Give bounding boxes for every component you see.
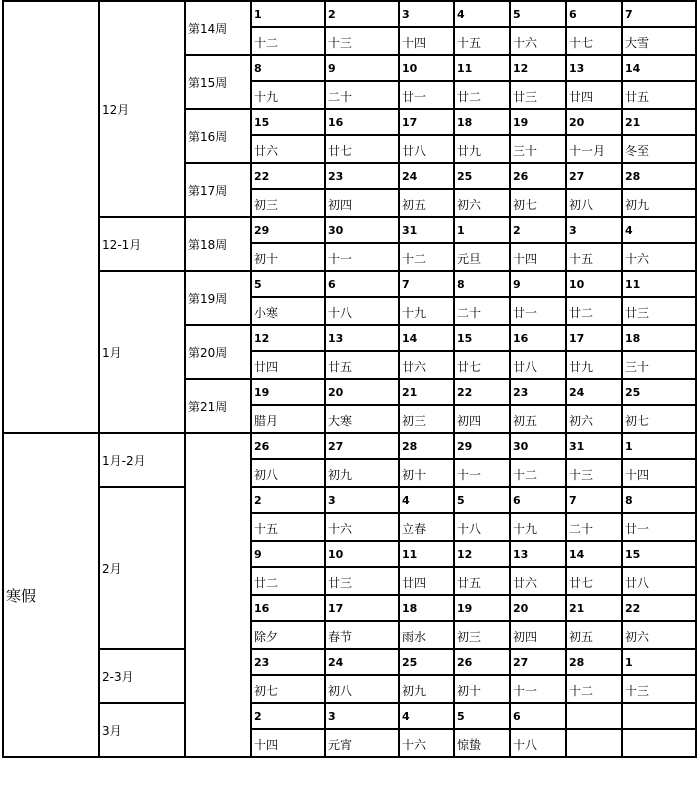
lunar-date: 廿九 <box>454 135 510 163</box>
lunar-date: 初六 <box>454 189 510 217</box>
week-cell-empty <box>185 433 251 757</box>
week-day-row <box>3 649 696 675</box>
day-number: 23 <box>510 379 566 405</box>
day-number: 25 <box>399 649 454 675</box>
lunar-date: 十二 <box>399 243 454 271</box>
lunar-date: 初七 <box>622 405 696 433</box>
day-number: 12 <box>251 325 325 351</box>
lunar-date: 初八 <box>251 459 325 487</box>
day-number: 21 <box>566 595 622 621</box>
day-number: 21 <box>622 109 696 135</box>
lunar-date: 初七 <box>510 189 566 217</box>
week-day-row <box>3 487 696 513</box>
day-number: 11 <box>399 541 454 567</box>
day-number: 19 <box>251 379 325 405</box>
lunar-date: 廿二 <box>251 567 325 595</box>
day-number: 2 <box>251 703 325 729</box>
day-number: 2 <box>510 217 566 243</box>
lunar-date: 廿三 <box>325 567 399 595</box>
day-number: 16 <box>325 109 399 135</box>
day-number <box>566 703 622 729</box>
day-number: 4 <box>454 1 510 27</box>
lunar-date: 初五 <box>510 405 566 433</box>
day-number: 21 <box>399 379 454 405</box>
lunar-date: 大寒 <box>325 405 399 433</box>
day-number: 8 <box>622 487 696 513</box>
week-day-row <box>3 271 696 297</box>
calendar-table <box>2 0 697 758</box>
day-number: 15 <box>454 325 510 351</box>
lunar-date: 廿七 <box>566 567 622 595</box>
lunar-date: 廿六 <box>251 135 325 163</box>
lunar-date: 廿五 <box>622 81 696 109</box>
day-number: 1 <box>622 649 696 675</box>
week-label: 第21周 <box>185 379 251 433</box>
lunar-date: 十二 <box>510 459 566 487</box>
day-number: 18 <box>454 109 510 135</box>
day-number: 18 <box>399 595 454 621</box>
lunar-date: 廿七 <box>325 135 399 163</box>
lunar-date: 初十 <box>399 459 454 487</box>
week-day-row <box>3 703 696 729</box>
month-label: 2月 <box>99 487 185 649</box>
day-number: 31 <box>566 433 622 459</box>
lunar-date: 廿四 <box>566 81 622 109</box>
day-number: 15 <box>622 541 696 567</box>
day-number: 19 <box>510 109 566 135</box>
lunar-date: 廿一 <box>622 513 696 541</box>
day-number: 23 <box>325 163 399 189</box>
lunar-date: 初六 <box>566 405 622 433</box>
lunar-date: 除夕 <box>251 621 325 649</box>
day-number: 28 <box>622 163 696 189</box>
lunar-date: 初五 <box>399 189 454 217</box>
lunar-date: 廿九 <box>566 351 622 379</box>
lunar-date: 十一 <box>325 243 399 271</box>
day-number: 16 <box>251 595 325 621</box>
lunar-date: 初四 <box>510 621 566 649</box>
day-number: 22 <box>454 379 510 405</box>
day-number: 26 <box>454 649 510 675</box>
day-number: 9 <box>510 271 566 297</box>
day-number <box>622 703 696 729</box>
lunar-date: 初三 <box>454 621 510 649</box>
lunar-date: 廿二 <box>566 297 622 325</box>
month-label: 3月 <box>99 703 185 757</box>
lunar-date: 三十 <box>510 135 566 163</box>
day-number: 10 <box>399 55 454 81</box>
day-number: 24 <box>325 649 399 675</box>
lunar-date: 初七 <box>251 675 325 703</box>
day-number: 7 <box>566 487 622 513</box>
lunar-date: 十八 <box>510 729 566 757</box>
lunar-date: 廿二 <box>454 81 510 109</box>
day-number: 3 <box>399 1 454 27</box>
day-number: 29 <box>251 217 325 243</box>
month-label: 2-3月 <box>99 649 185 703</box>
lunar-date: 廿八 <box>622 567 696 595</box>
lunar-date: 十九 <box>251 81 325 109</box>
month-label: 1月 <box>99 271 185 433</box>
lunar-date: 廿五 <box>454 567 510 595</box>
day-number: 25 <box>622 379 696 405</box>
day-number: 30 <box>510 433 566 459</box>
day-number: 28 <box>399 433 454 459</box>
day-number: 4 <box>622 217 696 243</box>
day-number: 6 <box>510 487 566 513</box>
lunar-date: 十五 <box>454 27 510 55</box>
week-label: 第14周 <box>185 1 251 55</box>
day-number: 3 <box>325 487 399 513</box>
day-number: 27 <box>325 433 399 459</box>
calendar-body <box>3 1 696 757</box>
day-number: 13 <box>510 541 566 567</box>
day-number: 6 <box>510 703 566 729</box>
lunar-date: 三十 <box>622 351 696 379</box>
day-number: 24 <box>566 379 622 405</box>
day-number: 8 <box>454 271 510 297</box>
lunar-date: 元旦 <box>454 243 510 271</box>
lunar-date: 廿四 <box>251 351 325 379</box>
day-number: 7 <box>622 1 696 27</box>
lunar-date: 小寒 <box>251 297 325 325</box>
lunar-date: 十四 <box>251 729 325 757</box>
day-number: 2 <box>251 487 325 513</box>
lunar-date: 二十 <box>566 513 622 541</box>
lunar-date: 初九 <box>622 189 696 217</box>
lunar-date: 腊月 <box>251 405 325 433</box>
term-label: 寒假 <box>3 433 99 757</box>
lunar-date: 廿三 <box>510 81 566 109</box>
day-number: 3 <box>566 217 622 243</box>
day-number: 1 <box>454 217 510 243</box>
lunar-date: 初八 <box>566 189 622 217</box>
day-number: 5 <box>454 487 510 513</box>
week-label: 第18周 <box>185 217 251 271</box>
lunar-date: 十二 <box>251 27 325 55</box>
day-number: 4 <box>399 703 454 729</box>
day-number: 9 <box>325 55 399 81</box>
day-number: 6 <box>325 271 399 297</box>
day-number: 16 <box>510 325 566 351</box>
day-number: 13 <box>325 325 399 351</box>
lunar-date: 十六 <box>622 243 696 271</box>
lunar-date: 十六 <box>325 513 399 541</box>
week-label: 第17周 <box>185 163 251 217</box>
day-number: 10 <box>566 271 622 297</box>
day-number: 9 <box>251 541 325 567</box>
week-label: 第20周 <box>185 325 251 379</box>
lunar-date: 十六 <box>510 27 566 55</box>
day-number: 5 <box>454 703 510 729</box>
lunar-date: 十六 <box>399 729 454 757</box>
day-number: 14 <box>622 55 696 81</box>
lunar-date <box>622 729 696 757</box>
week-label: 第19周 <box>185 271 251 325</box>
day-number: 30 <box>325 217 399 243</box>
week-day-row <box>3 433 696 459</box>
lunar-date: 廿五 <box>325 351 399 379</box>
lunar-date: 廿三 <box>622 297 696 325</box>
day-number: 11 <box>622 271 696 297</box>
day-number: 26 <box>251 433 325 459</box>
day-number: 28 <box>566 649 622 675</box>
day-number: 3 <box>325 703 399 729</box>
day-number: 20 <box>510 595 566 621</box>
day-number: 26 <box>510 163 566 189</box>
lunar-date: 廿八 <box>399 135 454 163</box>
day-number: 22 <box>251 163 325 189</box>
lunar-date: 初九 <box>399 675 454 703</box>
day-number: 25 <box>454 163 510 189</box>
day-number: 31 <box>399 217 454 243</box>
lunar-date: 廿一 <box>399 81 454 109</box>
lunar-date: 廿一 <box>510 297 566 325</box>
lunar-date: 十一 <box>510 675 566 703</box>
day-number: 24 <box>399 163 454 189</box>
lunar-date: 惊蛰 <box>454 729 510 757</box>
day-number: 14 <box>399 325 454 351</box>
lunar-date: 十九 <box>399 297 454 325</box>
day-number: 8 <box>251 55 325 81</box>
day-number: 20 <box>566 109 622 135</box>
day-number: 12 <box>454 541 510 567</box>
lunar-date: 春节 <box>325 621 399 649</box>
day-number: 13 <box>566 55 622 81</box>
day-number: 5 <box>510 1 566 27</box>
lunar-date: 廿四 <box>399 567 454 595</box>
lunar-date: 二十 <box>454 297 510 325</box>
day-number: 15 <box>251 109 325 135</box>
lunar-date: 初十 <box>454 675 510 703</box>
lunar-date: 初四 <box>454 405 510 433</box>
week-day-row <box>3 217 696 243</box>
lunar-date: 冬至 <box>622 135 696 163</box>
lunar-date: 十八 <box>454 513 510 541</box>
lunar-date: 十二 <box>566 675 622 703</box>
day-number: 4 <box>399 487 454 513</box>
lunar-date: 十七 <box>566 27 622 55</box>
day-number: 14 <box>566 541 622 567</box>
lunar-date: 雨水 <box>399 621 454 649</box>
day-number: 22 <box>622 595 696 621</box>
day-number: 17 <box>325 595 399 621</box>
lunar-date: 廿六 <box>510 567 566 595</box>
lunar-date: 立春 <box>399 513 454 541</box>
day-number: 17 <box>566 325 622 351</box>
day-number: 12 <box>510 55 566 81</box>
lunar-date: 十四 <box>510 243 566 271</box>
lunar-date: 初三 <box>251 189 325 217</box>
lunar-date: 初六 <box>622 621 696 649</box>
day-number: 27 <box>566 163 622 189</box>
day-number: 5 <box>251 271 325 297</box>
lunar-date: 十三 <box>325 27 399 55</box>
lunar-date: 廿八 <box>510 351 566 379</box>
day-number: 18 <box>622 325 696 351</box>
month-label: 12-1月 <box>99 217 185 271</box>
day-number: 23 <box>251 649 325 675</box>
lunar-date: 十一月 <box>566 135 622 163</box>
lunar-date <box>566 729 622 757</box>
week-label: 第15周 <box>185 55 251 109</box>
day-number: 1 <box>622 433 696 459</box>
lunar-date: 大雪 <box>622 27 696 55</box>
week-day-row <box>3 1 696 27</box>
lunar-date: 初五 <box>566 621 622 649</box>
lunar-date: 十四 <box>622 459 696 487</box>
day-number: 2 <box>325 1 399 27</box>
day-number: 29 <box>454 433 510 459</box>
lunar-date: 廿七 <box>454 351 510 379</box>
lunar-date: 初九 <box>325 459 399 487</box>
day-number: 7 <box>399 271 454 297</box>
term-cell-empty <box>3 1 99 433</box>
day-number: 27 <box>510 649 566 675</box>
lunar-date: 十四 <box>399 27 454 55</box>
lunar-date: 元宵 <box>325 729 399 757</box>
lunar-date: 十五 <box>251 513 325 541</box>
week-label: 第16周 <box>185 109 251 163</box>
lunar-date: 廿六 <box>399 351 454 379</box>
day-number: 6 <box>566 1 622 27</box>
lunar-date: 十三 <box>566 459 622 487</box>
lunar-date: 初四 <box>325 189 399 217</box>
lunar-date: 十九 <box>510 513 566 541</box>
lunar-date: 十五 <box>566 243 622 271</box>
lunar-date: 十一 <box>454 459 510 487</box>
lunar-date: 二十 <box>325 81 399 109</box>
day-number: 20 <box>325 379 399 405</box>
month-label: 12月 <box>99 1 185 217</box>
day-number: 11 <box>454 55 510 81</box>
lunar-date: 初三 <box>399 405 454 433</box>
lunar-date: 初八 <box>325 675 399 703</box>
lunar-date: 十三 <box>622 675 696 703</box>
lunar-date: 十八 <box>325 297 399 325</box>
day-number: 1 <box>251 1 325 27</box>
day-number: 19 <box>454 595 510 621</box>
day-number: 17 <box>399 109 454 135</box>
month-label: 1月-2月 <box>99 433 185 487</box>
lunar-date: 初十 <box>251 243 325 271</box>
day-number: 10 <box>325 541 399 567</box>
